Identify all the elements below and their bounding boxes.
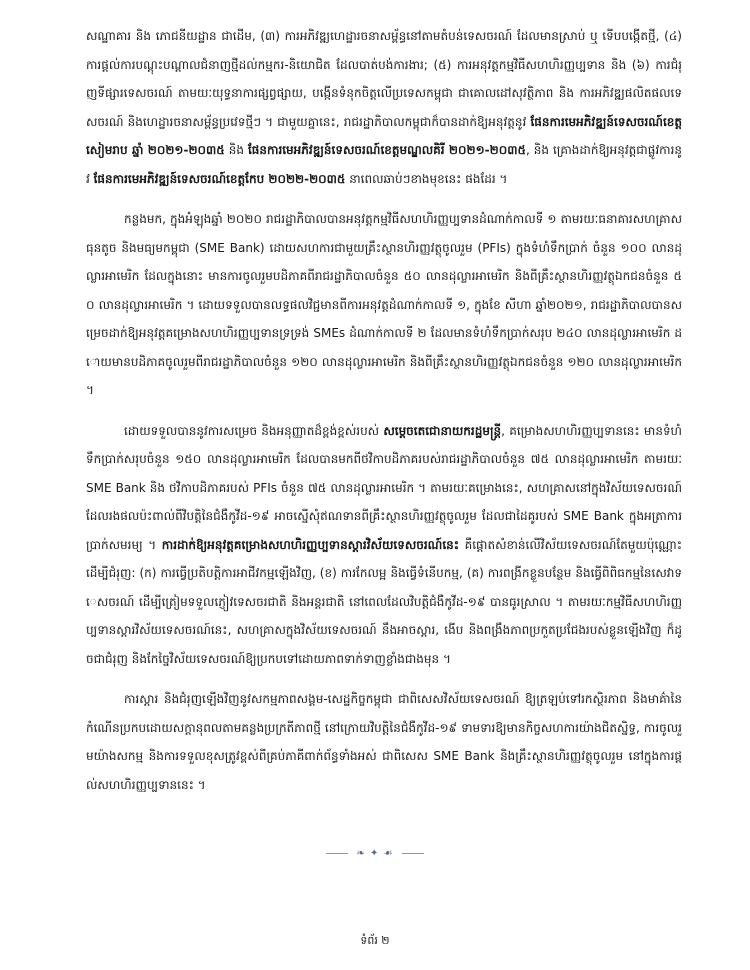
page-number: ទំព័រ ២ bbox=[360, 934, 390, 947]
document-body bbox=[86, 22, 682, 811]
paragraph-3: ដោយទទួលបាននូវការសម្រេច និងអនុញ្ញាតដ៏ខ្ពង់ខ្ពស់របស់ សម្តេចតេជោនាយករដ្ឋមន្ត្រី, គម្រោងសហហិរញ្ញប្បទាននេះ មានទំហំទឹកប្រាក់សរុបចំនួន ១៥០ លានដុល្លារអាមេរិក ដែលបានមកពីថវិកាបដិភាគរបស់រាជរដ្ឋាភិបាលចំនួន ៧៥ លានដុល្លារអាមេរិក តាមរយៈ SME Bank និង ថវិកាបដិភាគរបស់ PFIs ចំនួន ៧៥ លានដុល្លារអាមេរិក ។ តាមរយៈគម្រោងនេះ, សហគ្រាសនៅក្នុងវិស័យទេសចរណ៍ដែលរងផលប៉ះពាល់ពីវិបត្តិនៃជំងឺកូវីដ-១៩ អាចស្នើសុំឥណទានពីគ្រឹះស្ថានហិរញ្ញវត្ថុចូលរួម ដែលជាដៃគូរបស់ SME Bank ក្នុងអត្រាការប្រាក់សមរម្យ ។ ការដាក់ឱ្យអនុវត្តគម្រោងសហហិរញ្ញប្បទានស្តារវិស័យទេសចរណ៍នេះ គឺផ្តោតសំខាន់លើវិស័យទេសចរណ៍តែមួយប៉ុណ្ណោះ ដើម្បីជំរុញ: (ក) ការធ្វើប្រតិបត្តិការអាជីវកម្មឡើងវិញ, (ខ) ការកែលម្អ និងធ្វើទំនើបកម្ម, (គ) ការពង្រីកខ្លួនបន្ថែម និងធ្វើពិពិធកម្មនៃសេវាទេសចរណ៍ ដើម្បីត្រៀមទទួលភ្ញៀវទេសចរជាតិ និងអន្តរជាតិ នៅពេលដែលវិបត្តិជំងឺកូវីដ-១៩ បានធូរស្រាល ។ តាមរយៈកម្មវិធីសហហិរញ្ញប្បទានស្តារវិស័យទេសចរណ៍នេះ, សហគ្រាសក្នុងវិស័យទេសចរណ៍ នឹងអាចស្តារ, ងើប និងពង្រឹងភាពប្រកួតប្រជែងរបស់ខ្លួនឡើងវិញ ក៏ដូចជាជំរុញ និងកែច្នៃវិស័យទេសចរណ៍ឱ្យប្រកបទៅដោយភាពទាក់ទាញខ្លាំងជាងមុន ។ bbox=[86, 423, 682, 666]
section-divider-ornament bbox=[0, 848, 750, 860]
divider-line-left bbox=[326, 853, 348, 854]
divider-line-right bbox=[402, 853, 424, 854]
paragraph-4: ការស្តារ និងជំរុញឡើងវិញនូវសកម្មភាពសង្គម-សេដ្ឋកិច្ចកម្ពុជា ជាពិសេសវិស័យទេសចរណ៍ ឱ្យត្រឡប់ទៅរកស្ថិរភាព និងមាគ៌ានៃកំណើនប្រកបដោយសក្តានុពលតាមគន្លងប្រក្រតីភាពថ្មី នៅក្រោយវិបត្តិនៃជំងឺកូវីដ-១៩ ទាមទារឱ្យមានកិច្ចសហការយ៉ាងជិតស្និទ្ធ, ការចូលរួមយ៉ាងសកម្ម និងការទទួលខុសត្រូវខ្ពស់ពីគ្រប់ភាគីពាក់ព័ន្ធទាំងអស់ ជាពិសេស SME Bank និងគ្រឹះស្ថានហិរញ្ញវត្ថុចូលរួម នៅក្នុងការផ្តល់សហហិរញ្ញប្បទាននេះ ។ bbox=[86, 692, 682, 792]
flourish-icon: ❧ ✦ ☙ bbox=[356, 848, 394, 859]
paragraph-1: សណ្ឋាគារ និង ភោជនីយដ្ឋាន ជាដើម, (៣) ការអភិវឌ្ឍហេដ្ឋារចនាសម្ព័ន្ធនៅតាមតំបន់ទេសចរណ៍ ដែលមានស្រាប់ ឬ ទើបបង្កើតថ្មី, (៤) ការផ្តល់ការបណ្តុះបណ្តាលជំនាញថ្មីដល់កម្មករ-និយោជិត ដែលបាត់បង់ការងារ; (៥) ការអនុវត្តកម្មវិធីសហហិរញ្ញប្បទាន និង (៦) ការជំរុញទីផ្សារទេសចរណ៍ តាមយៈយុទ្ធនាការផ្សព្វផ្សាយ, បង្កើនទំនុកចិត្តលើប្រទេសកម្ពុជា ជាគោលដៅសុវត្ថិភាព និង ការអភិវឌ្ឍផលិតផលទេសចរណ៍ និងហេដ្ឋារចនាសម្ព័ន្ធប្រវេទថ្មីៗ ។ ជាមួយគ្នានេះ, រាជរដ្ឋាភិបាលកម្ពុជាក៏បានដាក់ឱ្យអនុវត្តនូវ ផែនការមេអភិវឌ្ឍន៍ទេសចរណ៍ខេត្តសៀមរាប ឆ្នាំ ២០២១-២០៣៥ និង ផែនការមេអភិវឌ្ឍន៍ទេសចរណ៍ខេត្តមណ្ឌលគិរី ២០២១-២០៣៥, និង គ្រោងដាក់ឱ្យអនុវត្តជាផ្លូវការនូវ ផែនការមេអភិវឌ្ឍន៍ទេសចរណ៍ខេត្តកែប ២០២២-២០៣៥ នាពេលឆាប់ៗខាងមុខនេះ ផងដែរ ។ bbox=[86, 29, 683, 186]
paragraph-2: កន្លងមក, ក្នុងអំឡុងឆ្នាំ ២០២០ រាជរដ្ឋាភិបាលបានអនុវត្តកម្មវិធីសហហិរញ្ញប្បទានដំណាក់កាលទី ១ តាមរយៈធនាគារសហគ្រាសធុនតូច និងមធ្យមកម្ពុជា (SME Bank) ដោយសហការជាមួយគ្រឹះស្ថានហិរញ្ញវត្ថុចូលរួម (PFIs) ក្នុងទំហំទឹកប្រាក់ ចំនួន ១០០ លានដុល្លារអាមេរិក ដែលក្នុងនោះ មានការចូលរួមបដិភាគពីរាជរដ្ឋាភិបាលចំនួន ៥០ លានដុល្លារអាមេរិក និងពីគ្រឹះស្ថានហិរញ្ញវត្ថុឯកជនចំនួន ៥០ លានដុល្លារអាមេរិក ។ ដោយទទួលបានលទ្ធផលវិជ្ជមានពីការអនុវត្តដំណាក់កាលទី ១, ក្នុងខែ សីហា ឆ្នាំ២០២១, រាជរដ្ឋាភិបាលបានសម្រេចដាក់ឱ្យអនុវត្តគម្រោងសហហិរញ្ញប្បទានទ្រទ្រង់ SMEs ដំណាក់កាលទី ២ ដែលមានទំហំទឹកប្រាក់សរុប ២៤០ លានដុល្លារអាមេរិក ដោយមានបដិភាគចូលរួមពីរាជរដ្ឋាភិបាលចំនួន ១២០ លានដុល្លារអាមេរិក និងពីគ្រឹះស្ថានហិរញ្ញវត្ថុឯកជនចំនួន ១២០ លានដុល្លារអាមេរិក ។ bbox=[86, 212, 682, 397]
